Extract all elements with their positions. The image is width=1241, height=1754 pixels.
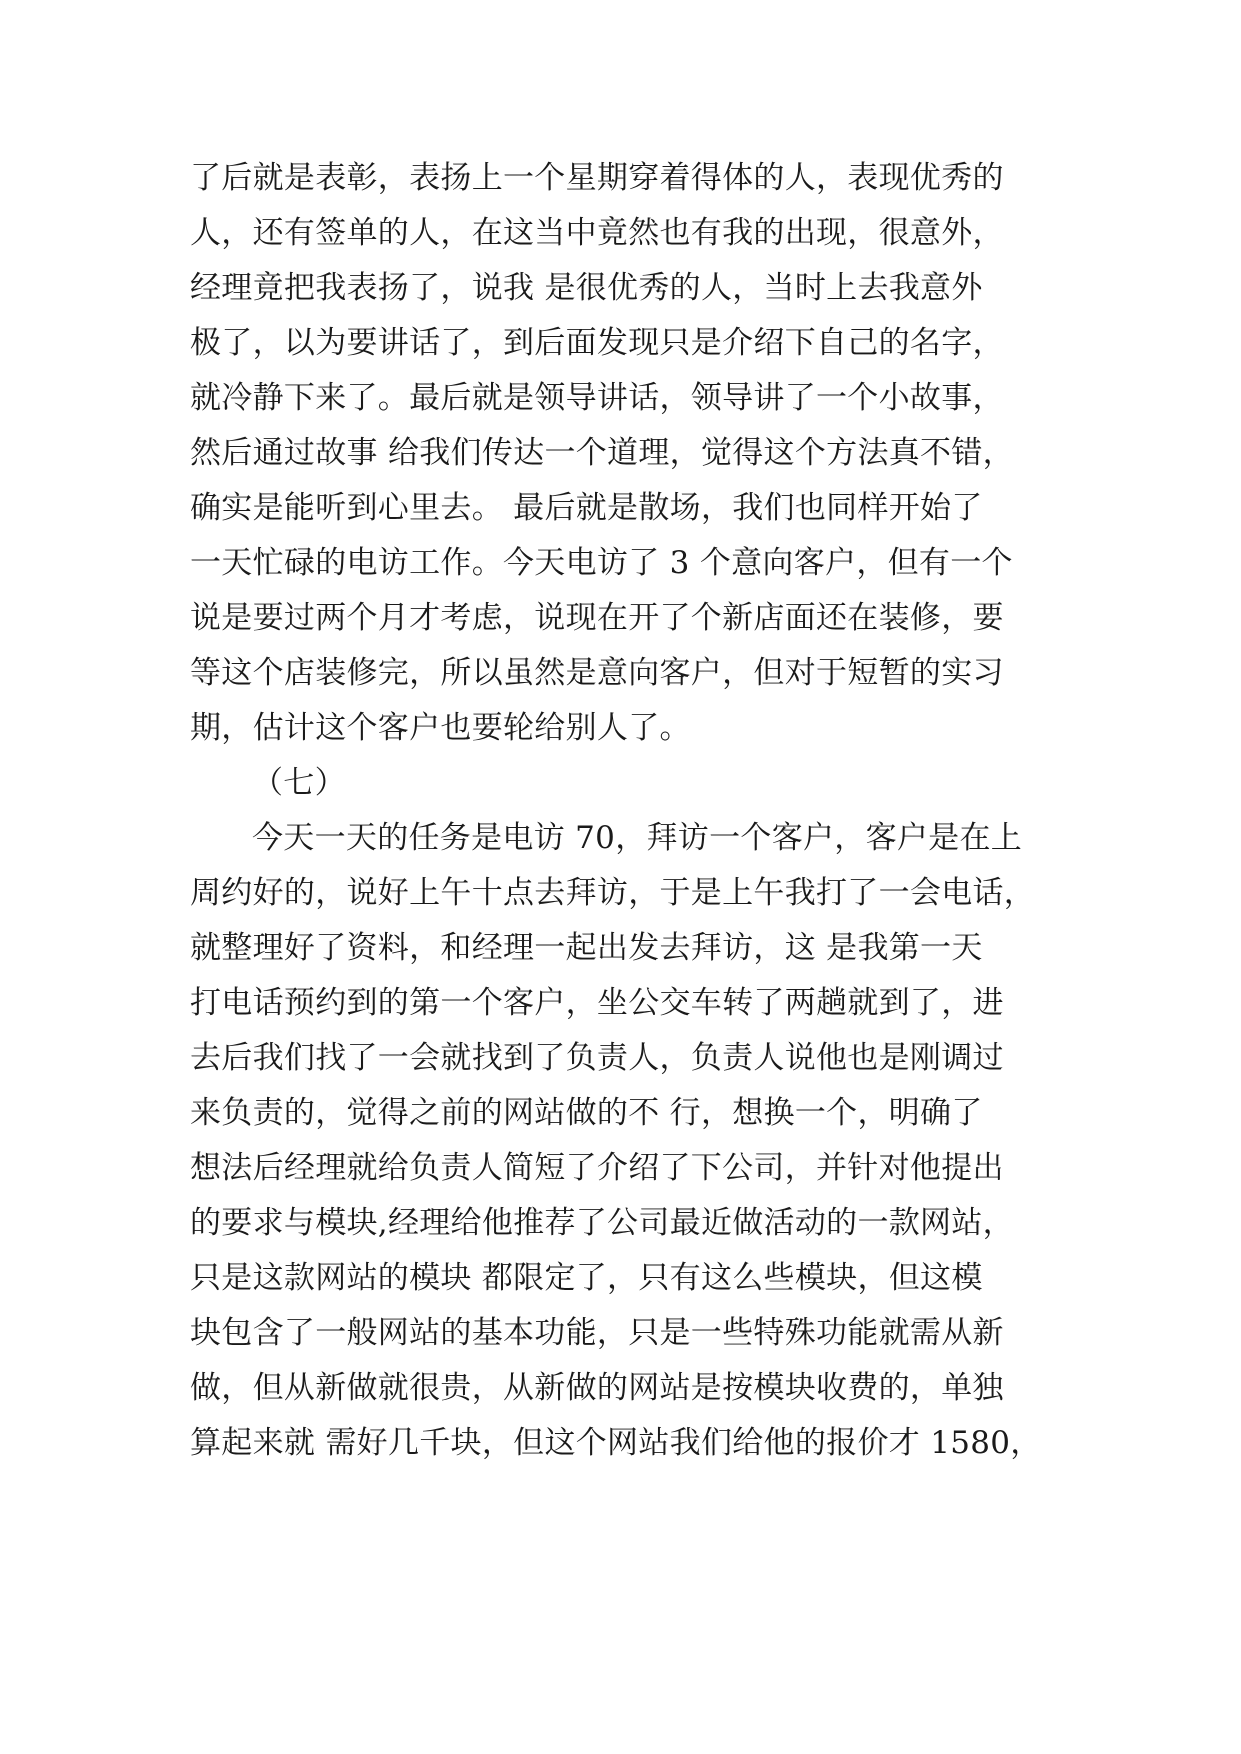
text-line: 的要求与模块,经理给他推荐了公司最近做活动的一款网站， — [190, 1205, 1014, 1241]
text-line: 然后通过故事 给我们传达一个道理，觉得这个方法真不错， — [190, 435, 1014, 471]
text-line: 说是要过两个月才考虑，说现在开了个新店面还在装修，要 — [190, 600, 1004, 636]
section-heading: （七） — [252, 765, 346, 801]
text-line: 块包含了一般网站的基本功能，只是一些特殊功能就需从新 — [190, 1315, 1004, 1351]
text-line: 一天忙碌的电访工作。今天电访了 3 个意向客户，但有一个 — [190, 545, 1013, 581]
text-line: 做，但从新做就很贵，从新做的网站是按模块收费的，单独 — [190, 1370, 1004, 1406]
text-line: 算起来就 需好几千块，但这个网站我们给他的报价才 1580， — [190, 1425, 1042, 1461]
text-line: 了后就是表彰，表扬上一个星期穿着得体的人，表现优秀的 — [190, 160, 1004, 196]
text-line: 就整理好了资料，和经理一起出发去拜访，这 是我第一天 — [190, 930, 983, 966]
text-line: 去后我们找了一会就找到了负责人，负责人说他也是刚调过 — [190, 1040, 1004, 1076]
text-line: 就冷静下来了。最后就是领导讲话，领导讲了一个小故事， — [190, 380, 1004, 416]
text-line: 期，估计这个客户也要轮给别人了。 — [190, 710, 691, 746]
text-line: 今天一天的任务是电访 70，拜访一个客户，客户是在上 — [252, 820, 1023, 856]
text-line: 只是这款网站的模块 都限定了，只有这么些模块，但这模 — [190, 1260, 983, 1296]
text-line: 来负责的，觉得之前的网站做的不 行，想换一个，明确了 — [190, 1095, 983, 1131]
text-line: 确实是能听到心里去。 最后就是散场，我们也同样开始了 — [190, 490, 983, 526]
text-line: 极了，以为要讲话了，到后面发现只是介绍下自己的名字， — [190, 325, 1004, 361]
text-line: 想法后经理就给负责人简短了介绍了下公司，并针对他提出 — [190, 1150, 1004, 1186]
text-line: 周约好的，说好上午十点去拜访，于是上午我打了一会电话， — [190, 875, 1036, 911]
text-line: 人，还有签单的人，在这当中竟然也有我的出现，很意外， — [190, 215, 1004, 251]
text-line: 等这个店装修完，所以虽然是意向客户，但对于短暂的实习 — [190, 655, 1004, 691]
text-line: 经理竟把我表扬了，说我 是很优秀的人，当时上去我意外 — [190, 270, 983, 306]
text-line: 打电话预约到的第一个客户，坐公交车转了两趟就到了，进 — [190, 985, 1004, 1021]
